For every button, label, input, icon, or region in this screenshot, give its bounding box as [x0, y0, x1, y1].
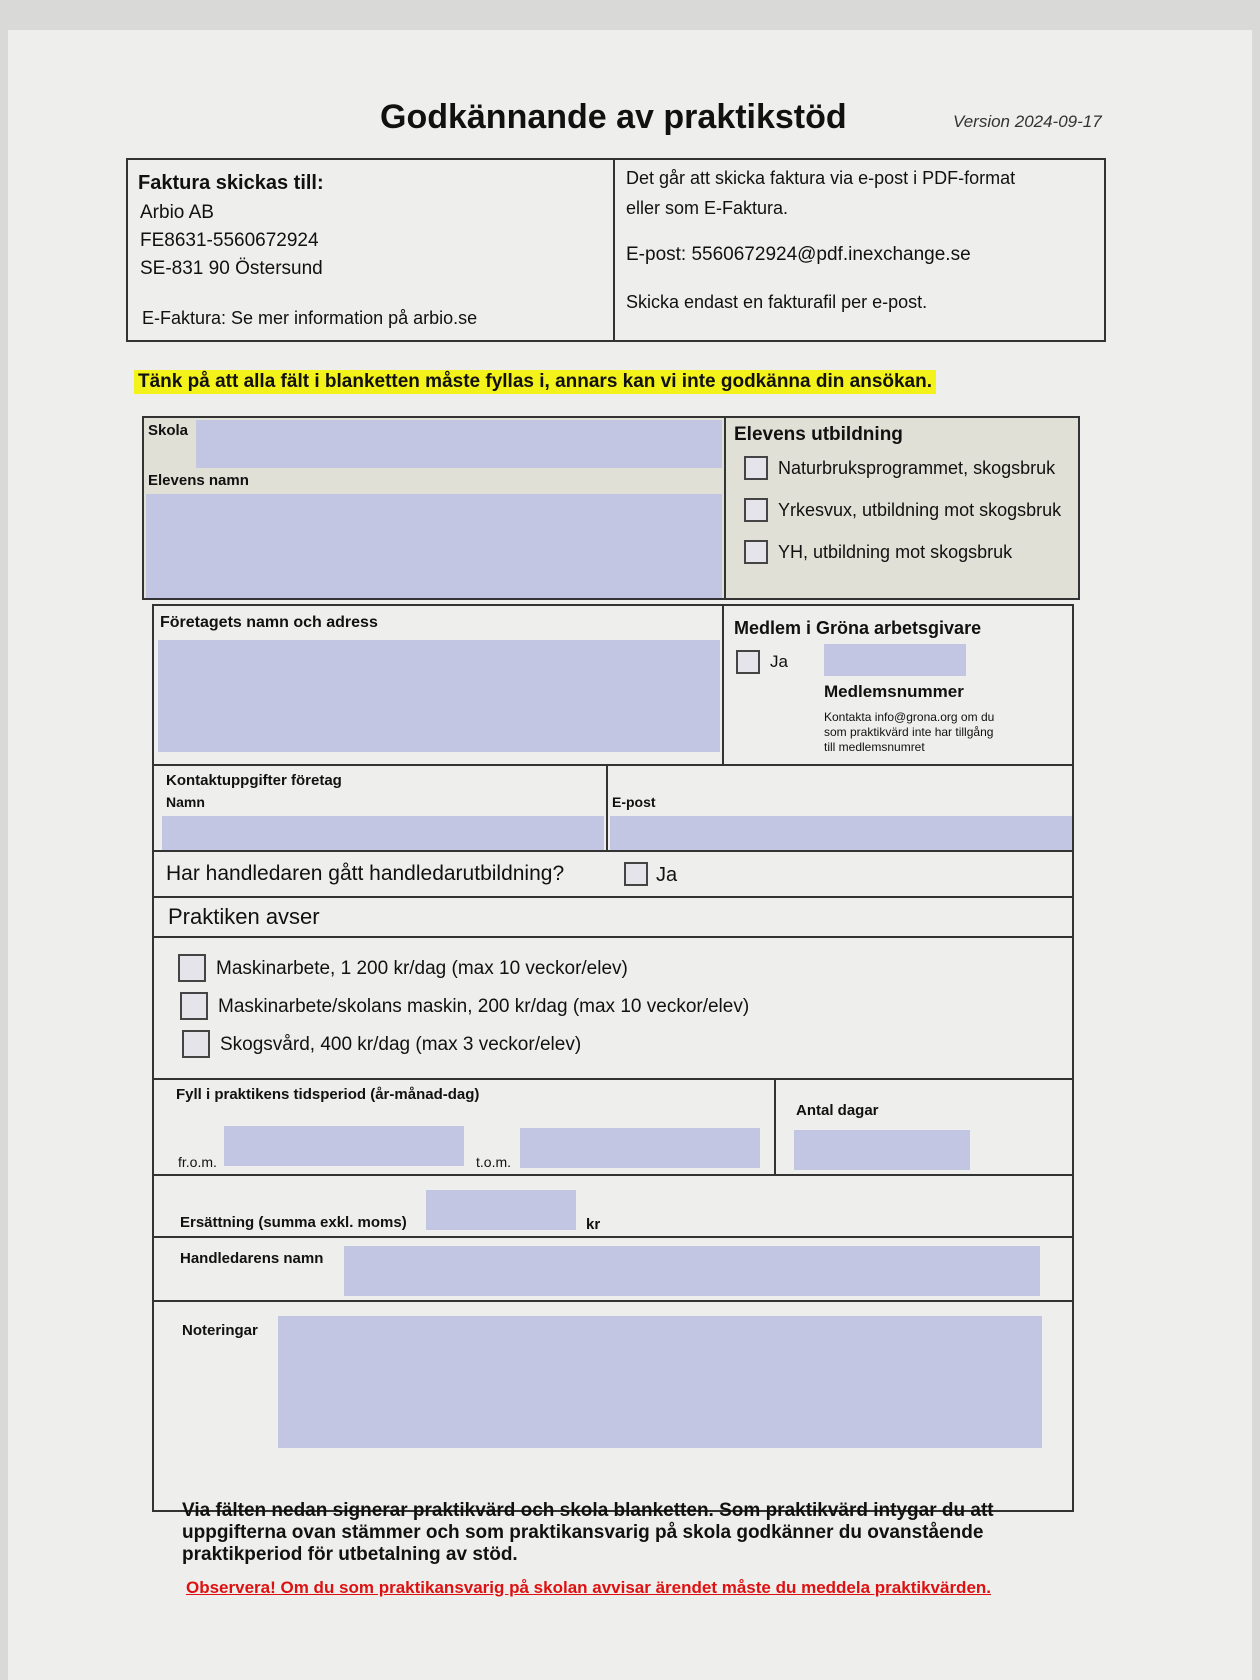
period-label: Fyll i praktikens tidsperiod (år-månad-dag)	[176, 1086, 480, 1103]
noteringar-input[interactable]	[278, 1316, 1042, 1448]
utbildning-checkbox-2[interactable]	[744, 498, 768, 522]
handledare-ja-label: Ja	[656, 864, 678, 886]
handledare-namn-input[interactable]	[344, 1246, 1040, 1296]
sign-text-line: uppgifterna ovan stämmer och som praktikansvarig på skola godkänner du ovanstående	[182, 1522, 984, 1543]
member-number-input[interactable]	[824, 644, 966, 676]
days-label: Antal dagar	[796, 1102, 879, 1119]
utbildning-checkbox-3[interactable]	[744, 540, 768, 564]
skola-label: Skola	[148, 422, 189, 439]
praktik-option: Skogsvård, 400 kr/dag (max 3 veckor/elev)	[220, 1034, 582, 1055]
days-input[interactable]	[794, 1130, 970, 1170]
utbildning-label: Elevens utbildning	[734, 424, 903, 445]
from-label: fr.o.m.	[178, 1154, 217, 1170]
observera-text: Observera! Om du som praktikansvarig på skolan avvisar ärendet måste du meddela praktikvärden.	[186, 1578, 992, 1597]
ersattning-input[interactable]	[426, 1190, 576, 1230]
invoice-line: Arbio AB	[140, 202, 214, 223]
sign-text-line: Via fälten nedan signerar praktikvärd och skola blanketten. Som praktikvärd intygar du att	[182, 1500, 994, 1521]
member-note: som praktikvärd inte har tillgång	[824, 725, 994, 739]
handledare-question: Har handledaren gått handledarutbildning?	[166, 862, 565, 885]
warning-banner: Tänk på att alla fält i blanketten måste fyllas i, annars kan vi inte godkänna din ansökan.	[134, 370, 936, 394]
efaktura-info: E-Faktura: Se mer information på arbio.se	[142, 308, 478, 328]
invoice-line: SE-831 90 Östersund	[140, 258, 323, 279]
handledare-namn-label: Handledarens namn	[180, 1250, 324, 1267]
company-name-label: Företagets namn och adress	[160, 614, 378, 631]
utbildning-option: Naturbruksprogrammet, skogsbruk	[778, 458, 1056, 478]
contact-namn-label: Namn	[166, 794, 205, 810]
member-number-label: Medlemsnummer	[824, 682, 964, 701]
member-note: till medlemsnumret	[824, 740, 925, 754]
company-name-input[interactable]	[158, 640, 720, 752]
praktik-heading: Praktiken avser	[168, 904, 320, 929]
member-label: Medlem i Gröna arbetsgivare	[734, 618, 982, 638]
page-title: Godkännande av praktikstöd	[380, 98, 847, 136]
invoice-info-2: eller som E-Faktura.	[626, 198, 789, 218]
member-ja-checkbox[interactable]	[736, 650, 760, 674]
handledare-ja-checkbox[interactable]	[624, 862, 648, 886]
sign-text-line: praktikperiod för utbetalning av stöd.	[182, 1544, 518, 1565]
praktik-option: Maskinarbete/skolans maskin, 200 kr/dag (max 10 veckor/elev)	[218, 996, 750, 1017]
tom-label: t.o.m.	[476, 1154, 512, 1170]
invoice-email: E-post: 5560672924@pdf.inexchange.se	[626, 244, 971, 265]
from-date-input[interactable]	[224, 1126, 464, 1166]
invoice-line: FE8631-5560672924	[140, 230, 319, 251]
elev-label: Elevens namn	[148, 472, 249, 489]
praktik-checkbox-1[interactable]	[178, 954, 206, 982]
utbildning-checkbox-1[interactable]	[744, 456, 768, 480]
invoice-note: Skicka endast en fakturafil per e-post.	[626, 292, 928, 312]
version-label: Version 2024-09-17	[953, 112, 1102, 131]
form-sheet	[8, 30, 1252, 1680]
tom-date-input[interactable]	[520, 1128, 760, 1168]
contact-namn-input[interactable]	[162, 816, 604, 850]
utbildning-option: Yrkesvux, utbildning mot skogsbruk	[778, 500, 1062, 520]
member-note: Kontakta info@grona.org om du	[824, 710, 995, 724]
elevens-namn-input[interactable]	[146, 494, 722, 598]
contact-epost-label: E-post	[612, 794, 656, 810]
kr-label: kr	[586, 1216, 601, 1233]
member-ja-label: Ja	[770, 652, 788, 671]
praktik-checkbox-3[interactable]	[182, 1030, 210, 1058]
praktik-option: Maskinarbete, 1 200 kr/dag (max 10 veckor/elev)	[216, 958, 628, 979]
skola-input[interactable]	[196, 420, 722, 468]
contact-epost-input[interactable]	[610, 816, 1072, 850]
utbildning-option: YH, utbildning mot skogsbruk	[778, 542, 1013, 562]
noteringar-label: Noteringar	[182, 1322, 258, 1339]
praktik-checkbox-2[interactable]	[180, 992, 208, 1020]
contact-label: Kontaktuppgifter företag	[166, 772, 342, 789]
ersattning-label: Ersättning (summa exkl. moms)	[180, 1214, 407, 1231]
invoice-heading: Faktura skickas till:	[138, 172, 324, 194]
invoice-info-1: Det går att skicka faktura via e-post i PDF-format	[626, 168, 1016, 188]
